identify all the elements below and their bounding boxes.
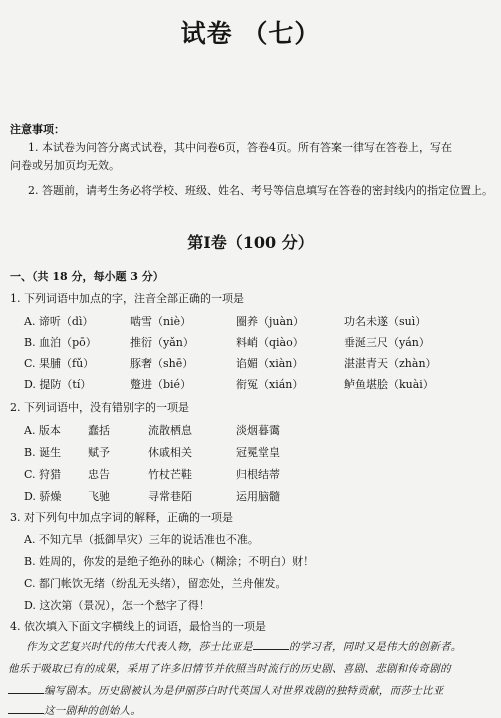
q2-option: 竹杖芒鞋 bbox=[148, 468, 192, 481]
q4-passage-text: 编写剧本。历史剧被认为是伊丽莎白时代英国人对世界戏剧的独特贡献，而莎士比亚 bbox=[44, 685, 444, 697]
q4-passage-line-1 bbox=[26, 639, 462, 654]
q2-option: A. 版本 bbox=[24, 424, 61, 437]
q4-passage-line-2: 他乐于吸取已有的成果，采用了许多旧情节并依照当时流行的历史剧、喜剧、悲剧和传奇剧的 bbox=[8, 663, 451, 675]
q1-option: 湛湛青天（zhàn） bbox=[344, 357, 437, 370]
q2-option: D. 骄燥 bbox=[24, 490, 62, 503]
answer-blank bbox=[253, 639, 289, 650]
q4-passage-text: 的学习者，同时又是伟大的创新者。 bbox=[288, 641, 462, 653]
q2-option: 赋予 bbox=[88, 446, 110, 459]
q1-option: C. 果脯（fǔ） bbox=[24, 357, 95, 370]
q1-option: B. 血泊（pō） bbox=[24, 336, 97, 349]
section-heading: 一、（共 18 分，每小题 3 分） bbox=[10, 270, 164, 283]
q3-option-c: C. 都门帐饮无绪（纷乱无头绪），留恋处，兰舟催发。 bbox=[24, 577, 287, 590]
q1-option: 圈养（juàn） bbox=[236, 315, 305, 328]
q2-option: 运用脑髓 bbox=[236, 490, 280, 503]
q1-option: 料峭（qiào） bbox=[236, 336, 304, 349]
note-item-1: 1. 本试卷为问答分离式试卷，其中问卷6页，答卷4页。所有答案一律写在答卷上，写在 bbox=[28, 141, 452, 154]
answer-blank bbox=[8, 683, 44, 694]
q1-option: 衔冤（xián） bbox=[236, 378, 304, 391]
note-item-1-cont: 问卷或另加页均无效。 bbox=[10, 159, 120, 172]
part-title: 第Ⅰ卷（100 分） bbox=[187, 233, 314, 252]
q1-option: 蹩进（bié） bbox=[130, 378, 192, 391]
q1-option: 鲈鱼堪脍（kuài） bbox=[344, 378, 434, 391]
q2-option: 归根结蒂 bbox=[236, 468, 280, 481]
q1-option: 功名未遂（suì） bbox=[344, 315, 427, 328]
q4-passage-line-3 bbox=[8, 683, 444, 698]
q1-option: 推衍（yǎn） bbox=[130, 336, 194, 349]
q2-option: 流散栖息 bbox=[148, 424, 192, 437]
exam-title: 试卷 （七） bbox=[180, 19, 321, 48]
q2-option: 忠告 bbox=[88, 468, 110, 481]
question-3-stem: 3. 对下列句中加点字词的解释，正确的一项是 bbox=[10, 511, 233, 524]
q2-option: 寻常巷陌 bbox=[148, 490, 192, 503]
q2-option: 淡烟暮霭 bbox=[236, 424, 280, 437]
q3-option-a: A. 不知亢旱（抵御旱灾）三年的说话准也不准。 bbox=[24, 533, 259, 546]
notes-heading: 注意事项： bbox=[10, 123, 65, 136]
q1-option: 垂涎三尺（yán） bbox=[344, 336, 430, 349]
q4-passage-text: 这一剧种的创始人。 bbox=[44, 705, 142, 717]
q2-option: 飞驰 bbox=[88, 490, 110, 503]
q1-option: A. 谛听（dì） bbox=[24, 315, 94, 328]
q2-option: 冠冕堂皇 bbox=[236, 446, 280, 459]
question-2-stem: 2. 下列词语中，没有错别字的一项是 bbox=[10, 401, 189, 414]
question-4-stem: 4. 依次填入下面文字横线上的词语，最恰当的一项是 bbox=[10, 620, 266, 633]
q1-option: D. 提防（tí） bbox=[24, 378, 92, 391]
question-1-stem: 1. 下列词语中加点的字，注音全部正确的一项是 bbox=[10, 292, 244, 305]
q2-option: B. 诞生 bbox=[24, 446, 62, 459]
q1-option: 谄媚（xiàn） bbox=[236, 357, 304, 370]
q1-option: 豚奢（shē） bbox=[130, 357, 194, 370]
q2-option: C. 狩猎 bbox=[24, 468, 62, 481]
q4-passage-text: 作为文艺复兴时代的伟大代表人物，莎士比亚是 bbox=[26, 641, 253, 653]
q2-option: 休戚相关 bbox=[148, 446, 192, 459]
q3-option-b: B. 姓周的，你发的是绝子绝孙的昧心（糊涂；不明白）财！ bbox=[24, 555, 315, 568]
note-item-2: 2. 答题前，请考生务必将学校、班级、姓名、考号等信息填写在答卷的密封线内的指定位置上。 bbox=[28, 184, 493, 197]
q1-option: 啮雪（niè） bbox=[130, 315, 192, 328]
q2-option: 蠢括 bbox=[88, 424, 110, 437]
q3-option-d: D. 这次第（景况），怎一个愁字了得！ bbox=[24, 599, 210, 612]
answer-blank bbox=[8, 703, 44, 714]
